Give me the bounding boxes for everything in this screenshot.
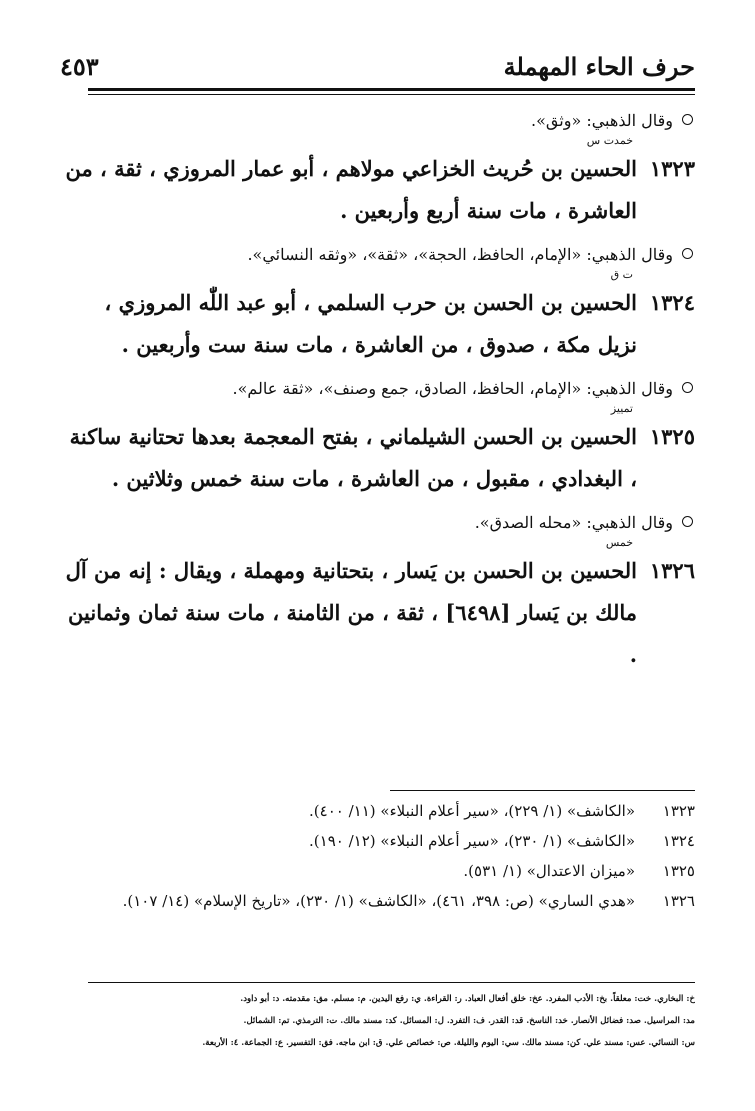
abbreviation-key <box>60 988 695 1054</box>
abbreviation-line: مد: المراسيل. صد: فضائل الأنصار. خد: الناسخ. قد: القدر. ف: التفرد. ل: المسائل. كد: مسند مالك. ت: الترمذي. تم: الشمائل. <box>243 1016 695 1026</box>
page-number: ٤٥٣ <box>60 52 99 81</box>
page-header <box>60 48 695 84</box>
narrator-sigla: تمييز <box>610 402 633 415</box>
footnote-number: ١٣٢٥ <box>662 862 695 880</box>
chapter-title: حرف الحاء المهملة <box>503 52 695 81</box>
abbreviations-rule <box>88 982 695 983</box>
circle-bullet-icon <box>682 382 693 393</box>
entry-text: بن الحسن بن حرب السلمي ، أبو عبد اللّٰه المروزي ، نزيل مكة ، صدوق ، من العاشرة ، مات سنة ست وأربعين . <box>104 290 637 357</box>
circle-bullet-icon <box>682 516 693 527</box>
entry-number: ١٣٢٣ <box>649 156 695 181</box>
narrator-sigla: ت ق <box>610 268 633 281</box>
footnote-text: «الكاشف» (١/ ٢٢٩)، «سير أعلام النبلاء» (١١/ ٤٠٠). <box>309 802 635 820</box>
footnote <box>60 886 695 916</box>
dhahabi-note: وقال الذهبي: «محله الصدق». <box>60 510 695 536</box>
footnote <box>60 796 695 826</box>
footnote-text: «ميزان الاعتدال» (١/ ٥٣١). <box>463 862 635 880</box>
footnote-text: «الكاشف» (١/ ٢٣٠)، «سير أعلام النبلاء» (١٢/ ١٩٠). <box>309 832 635 850</box>
footnote-number: ١٣٢٣ <box>662 802 695 820</box>
footnote <box>60 856 695 886</box>
abbreviation-line: خ: البخاري. خت: معلقاً. بخ: الأدب المفرد. عخ: خلق أفعال العباد. ر: القراءة. ي: رفع اليدين. م: مسلم. مق: مقدمته. د: أبو داود. <box>240 994 695 1004</box>
footnote <box>60 826 695 856</box>
dhahabi-note: وقال الذهبي: «الإمام، الحافظ، الصادق، جمع وصنف»، «ثقة عالم». <box>60 376 695 402</box>
biography-entry <box>60 416 695 500</box>
entry-number: ١٣٢٤ <box>649 290 695 315</box>
abbreviation-line: س: النسائي. عس: مسند علي. كن: مسند مالك. سي: اليوم والليلة. ص: خصائص علي. ق: ابن ماجه. فق: التفسير. ع: الجماعة. ٤: الأربعة. <box>202 1038 695 1048</box>
entry-name: الحسين <box>570 290 637 315</box>
circle-bullet-icon <box>682 114 693 125</box>
biography-entry <box>60 550 695 676</box>
entry-name: الحسين <box>570 156 637 181</box>
biography-entry <box>60 148 695 232</box>
header-rule-thin <box>88 94 695 95</box>
entry-name: الحسين <box>570 424 637 449</box>
footnote-number: ١٣٢٦ <box>662 892 695 910</box>
header-rule <box>88 88 695 91</box>
narrator-sigla: خمس <box>605 536 633 549</box>
entry-text: بن الحسن بن يَسار ، بتحتانية ومهملة ، ويقال : إنه من آل مالك بن يَسار [٦٤٩٨] ، ثقة ، من الثامنة ، مات سنة ثمان وثمانين . <box>65 558 637 667</box>
dhahabi-note: وقال الذهبي: «الإمام، الحافظ، الحجة»، «ثقة»، «وثقه النسائي». <box>60 242 695 268</box>
narrator-sigla: خمدت س <box>586 134 633 147</box>
footnote-text: «هدي الساري» (ص: ٣٩٨، ٤٦١)، «الكاشف» (١/ ٢٣٠)، «تاريخ الإسلام» (١٤/ ١٠٧). <box>122 892 635 910</box>
main-text <box>60 108 695 676</box>
entry-text: بن حُريث الخزاعي مولاهم ، أبو عمار المروزي ، ثقة ، من العاشرة ، مات سنة أربع وأربعين . <box>65 156 637 223</box>
circle-bullet-icon <box>682 248 693 259</box>
footnote-number: ١٣٢٤ <box>662 832 695 850</box>
footnote-separator <box>390 790 695 791</box>
entry-name: الحسين <box>570 558 637 583</box>
dhahabi-note: وقال الذهبي: «وثق». <box>60 108 695 134</box>
entry-text: بن الحسن الشيلماني ، بفتح المعجمة بعدها تحتانية ساكنة ، البغدادي ، مقبول ، من العاشرة ، مات سنة خمس وثلاثين . <box>69 424 637 491</box>
footnotes <box>60 796 695 916</box>
entry-number: ١٣٢٦ <box>649 558 695 583</box>
entry-number: ١٣٢٥ <box>649 424 695 449</box>
biography-entry <box>60 282 695 366</box>
